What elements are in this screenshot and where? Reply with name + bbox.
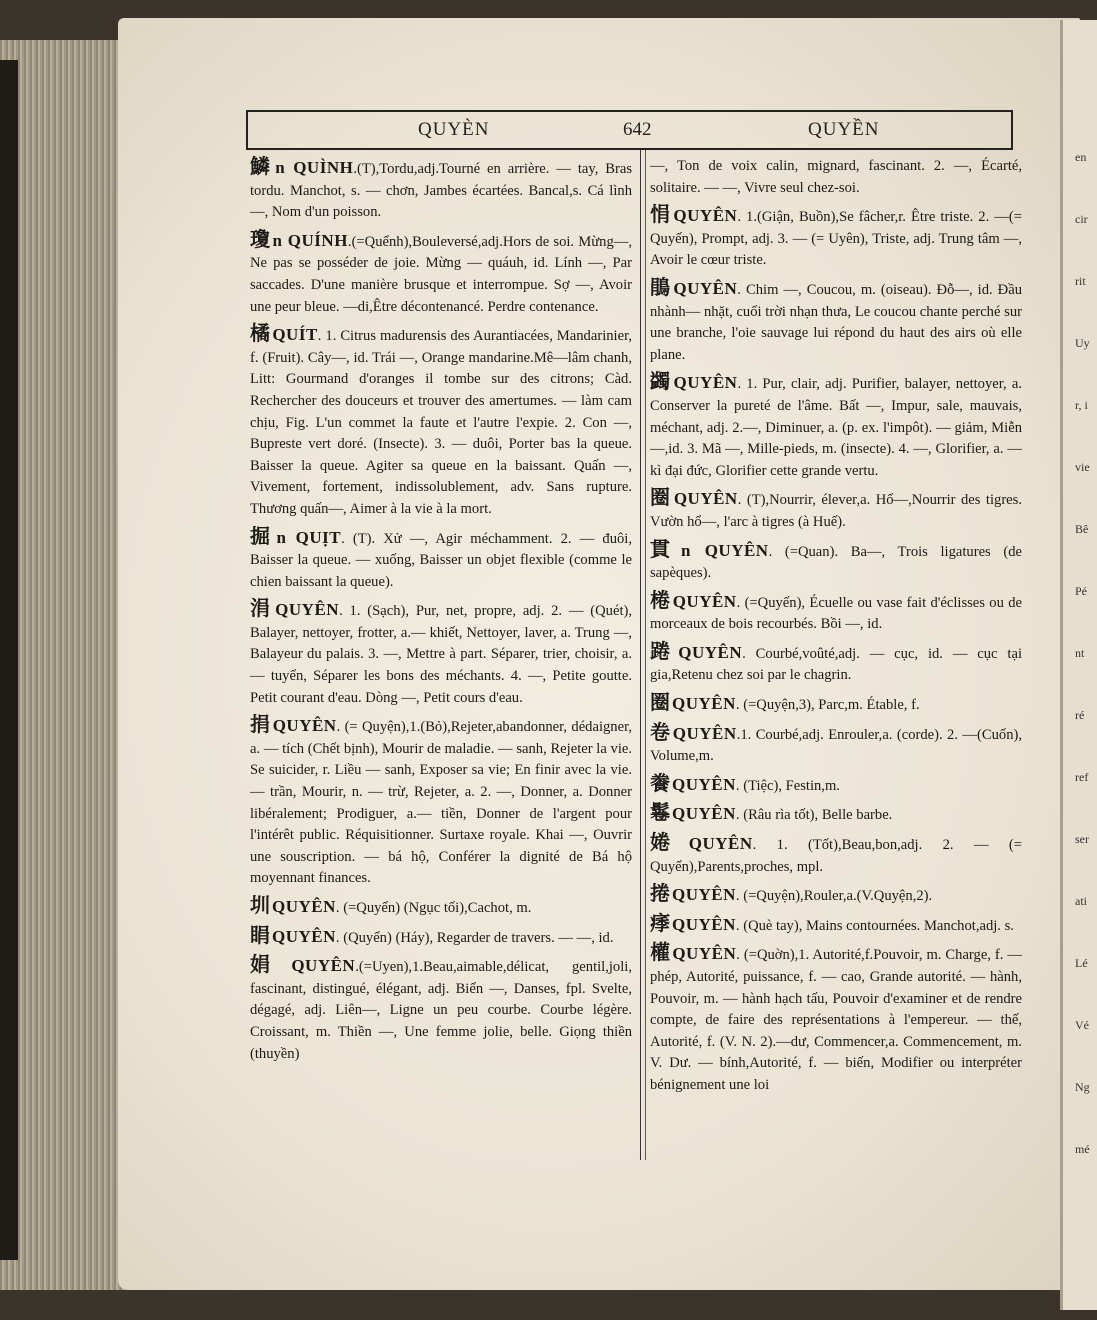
entry-character: 睊 (250, 922, 270, 947)
entry-headword: QUYÊN (291, 956, 356, 976)
dictionary-entry (650, 638, 1022, 687)
next-page-text-fragment: en (1075, 150, 1087, 164)
entry-character: 娟 (250, 952, 290, 977)
dictionary-entry (650, 536, 1023, 585)
entry-character: 婘 (650, 830, 687, 855)
column-divider (640, 150, 641, 1160)
entry-definition: . (= Quyện),1.(Bỏ),Rejeter,abandonner, dédaigner, a. — tích (Chết bịnh), Mourir de maladie. — sanh, Rejeter la vie. Se suicider, r. Liều — sanh, Exposer sa vie; En finir avec la vie. — trần, Mourir, n. — trừ, Rejeter, a. 2. —, Donner, a. Donner libéralement; Prodiguer, a.— tiền, Donner de l'argent pour l'intérêt public. Réquisitionner. Surtaxe royale. Khai —, Ouvrir une souscription. — bá hộ, Conférer la dignité de Bá hộ moyennant finances. (250, 719, 632, 887)
dictionary-entry (250, 156, 632, 224)
next-page-text-fragment: Lé (1075, 956, 1088, 970)
entry-definition: . Courbé,voûté,adj. — cục, id. — cục tại gia,Retenu chez soi par le chagrin. (650, 645, 1022, 684)
right-column (650, 156, 1022, 1102)
entry-definition: . (=Quan). Ba—, Trois ligatures (de sapèques). (650, 543, 1023, 582)
dictionary-entry (250, 598, 632, 709)
entry-headword: n QUỊT (276, 527, 342, 547)
dictionary-entry (650, 487, 1022, 533)
entry-definition: . (=Quyển) (Ngục tối),Cachot, m. (335, 900, 532, 916)
entry-definition: . (Quyển) (Háy), Regarder de travers. — —, id. (335, 929, 614, 946)
dictionary-entry (650, 883, 1022, 908)
entry-definition: —, Ton de voix calin, mignard, fascinant. 2. —, Écarté, solitaire. — —, Vivre seul chez-soi. (650, 158, 1022, 196)
entry-headword: QUÍT (272, 325, 318, 345)
entry-headword: QUYÊN (672, 723, 737, 743)
book-page-edges (0, 40, 125, 1290)
book-spine (0, 60, 18, 1260)
entry-definition: .(=Uyen),1.Beau,aimable,délicat, gentil,joli, fascinant, distingué, élégant, adj. Biển —, Danses, fpl. Svelte, dégagé, adj. Liên—, Ligne un peu courbe. Courbe légère. Croissant, m. Thiền —, Une femme jolie, belle. Giọng thiền (thuyền) (250, 959, 632, 1062)
next-page-text-fragment: Vé (1075, 1018, 1089, 1032)
dictionary-entry (650, 802, 1022, 827)
entry-headword: QUYÊN (673, 489, 738, 509)
dictionary-entry (650, 719, 1023, 768)
next-page-text-fragment: nt (1075, 646, 1085, 660)
dictionary-entry (650, 156, 1022, 199)
entry-character: 涓 (250, 596, 274, 621)
dictionary-entry (650, 770, 1022, 798)
entry-character: 痵 (650, 910, 670, 935)
entry-definition: . Chim —, Coucou, m. (oiseau). Đỗ—, id. Đầu nhành— nhặt, cuối trời nhạn thưa, Le coucou chante perché sur une branche, l'oie sauvage lui répond du haut des airs où elle plane. (650, 281, 1022, 363)
entry-definition: . 1. (Tốt),Beau,bon,adj. 2. — (= Quyến),Parents,proches, mpl. (650, 837, 1023, 875)
entry-headword: n QUYÊN (681, 540, 769, 560)
entry-headword: QUYÊN (672, 914, 736, 934)
entry-definition: . 1. Pur, clair, adj. Purifier, balayer, nettoyer, a. Conserver la pureté de l'âme. Bất —, Impur, sale, mauvais, méchant, adj. 2.—, Diminuer, a. (p. ex. l'impôt). — giảm, Miễn—,id. 3. Mã —, Mille-pieds, m. (insecte). 4. —, Glorifier, a. — kì đại đức, Glorifier cette grande vertu. (650, 376, 1022, 479)
entry-definition: . (T). Xử —, Agir méchamment. 2. — đuôi, Baisser la queue. — xuống, Baisser un objet flexible (comme le chien baissant la queue). (250, 530, 632, 590)
entry-character: 蠲 (650, 369, 672, 394)
entry-character: 鵑 (650, 274, 672, 299)
entry-character: 瓊 (250, 226, 271, 251)
entry-character: 悁 (650, 202, 672, 227)
entry-character: 貫 (650, 536, 679, 561)
entry-character: 權 (650, 940, 671, 965)
entry-character: 鬈 (650, 800, 670, 825)
dictionary-entry (650, 942, 1022, 1096)
dictionary-entry (650, 910, 1022, 938)
entry-character: 掘 (250, 523, 275, 548)
entry-character: 橘 (250, 321, 271, 346)
dictionary-entry (250, 523, 632, 594)
next-page-edge (1060, 20, 1097, 1310)
left-column (250, 156, 632, 1070)
entry-headword: QUYÊN (275, 600, 340, 620)
entry-character: 卷 (650, 719, 671, 744)
entry-character: 棬 (650, 587, 671, 612)
entry-definition: .(=Quểnh),Bouleversé,adj.Hors de soi. Mừng—, Ne pas se posséder de joie. Mừng — quáuh, id. Lính —, Par saccades. D'une manière brusque et interrompue. Sợ —, Avoir une peur bleue. —di,Être décontenancé. Perdre contenance. (250, 233, 632, 315)
dictionary-entry (650, 371, 1022, 482)
entry-character: 圈 (650, 485, 672, 510)
entry-character: 捐 (250, 712, 271, 737)
entry-definition: .(T),Tordu,adj.Tourné en arrière. — tay, Bras tordu. Manchot, s. — chơn, Jambes écartées. Bancal,s. Cá lình —, Nom d'un poisson. (250, 161, 632, 221)
next-page-text-fragment: r, i (1075, 398, 1088, 412)
entry-headword: n QUÌNH (275, 158, 354, 177)
entry-definition: . (=Quyện,3), Parc,m. Étable, f. (735, 697, 920, 714)
dictionary-entry (650, 274, 1022, 366)
dictionary-entry (250, 954, 632, 1065)
dictionary-entry (250, 922, 632, 950)
entry-headword: QUYÊN (678, 642, 743, 662)
next-page-text-fragment: ser (1075, 832, 1089, 846)
entry-headword: QUYÊN (672, 944, 737, 964)
entry-headword: QUYÊN (272, 926, 336, 946)
entry-definition: . (Râu rìa tốt), Belle barbe. (735, 807, 893, 824)
next-page-text-fragment: Bê (1075, 522, 1089, 536)
entry-headword: n QUÍNH (272, 230, 348, 250)
entry-headword: QUYÊN (672, 885, 736, 905)
dictionary-entry (250, 895, 632, 920)
entry-character: 圳 (250, 893, 270, 917)
next-page-text-fragment: ré (1075, 708, 1085, 722)
next-page-text-fragment: Uy (1075, 336, 1090, 350)
next-page-text-fragment: vie (1075, 460, 1090, 474)
entry-headword: QUYÊN (673, 278, 738, 298)
entry-definition: . (=Quờn),1. Autorité,f.Pouvoir, m. Charge, f. — phép, Autorité, puissance, f. — cao, Grande autorité. — hành, Pouvoir, m. — hành hạch tấu, Pouvoir d'examiner et de rendre compte, de faire des représentations à l'empereur. — thế, Autorité, f. (V. N. 2).—dư, Commencer,a. Commencement, m. V. Dư. — bính,Autorité, f. — biến, Modifier ou interpréter bénignement une loi (650, 947, 1022, 1093)
next-page-text-fragment: mé (1075, 1142, 1090, 1156)
page-number: 642 (623, 119, 652, 140)
entry-headword: QUYÊN (672, 591, 737, 611)
entry-headword: QUYÊN (672, 694, 736, 714)
dictionary-entry (650, 692, 1022, 717)
entry-definition: . 1. (Sạch), Pur, net, propre, adj. 2. — (Quét), Balayer, nettoyer, frotter, a.— khiết, Nettoyer, laver, a. Trung —, Balayeur du palais. 3. —, Mettre à part. Séparer, trier, choisir, a. — tuyển, Séparer les bons des méchants. 4. —, Petite goutte. Petit courant d'eau. Dòng —, Petit cours d'eau. (250, 603, 633, 706)
header-right-word: QUYỀN (808, 119, 880, 140)
entry-character: 踡 (650, 638, 677, 663)
next-page-text-fragment: cir (1075, 212, 1088, 226)
next-page-text-fragment: rit (1075, 274, 1086, 288)
entry-headword: QUYÊN (688, 834, 753, 854)
entry-character: 捲 (650, 881, 670, 906)
dictionary-entry (250, 226, 632, 318)
entry-definition: . 1. Citrus madurensis des Aurantiacées, Mandarinier, f. (Fruit). Cây—, id. Trái —, Orange mandarine.Mê—lâm chanh, Litt: Gourmand d'oranges il tombe sur des citrons; Càd. Rechercher des douceurs et trouver des amertumes. — làm cam chịu, Fig. L'un commet la faute et l'autre l'expie. 2. Con —, Bupreste vert doré. (Insecte). 3. — duôi, Porter bas la queue. Baisser la queue. Agiter sa queue en la baissant. Quấn —, Vivement, fortement, indissolublement, adv. Sans rupture. Thương quấn—, Aimer à la vie à la mort. (250, 328, 633, 517)
dictionary-entry (650, 587, 1022, 636)
entry-headword: QUYÊN (673, 206, 738, 226)
entry-definition: . 1.(Giận, Buồn),Se fâcher,r. Être triste. 2. —(= Quyến), Prompt, adj. 3. — (= Uyên), Triste, adj. Trung tâm —, Avoir le cœur triste. (650, 209, 1022, 269)
header-left-word: QUYÈN (418, 119, 490, 140)
column-divider-inner (645, 150, 646, 1160)
page-header (246, 110, 1013, 150)
entry-definition: . (Tiệc), Festin,m. (735, 777, 840, 794)
next-page-text-fragment: ref (1075, 770, 1089, 784)
dictionary-entry (250, 714, 632, 890)
entry-definition: .1. Courbé,adj. Enrouler,a. (corde). 2. —(Cuốn), Volume,m. (650, 726, 1023, 765)
entry-headword: QUYÊN (272, 897, 336, 916)
entry-headword: QUYÊN (672, 774, 736, 794)
next-page-text-fragment: Pé (1075, 584, 1087, 598)
dictionary-entry (650, 204, 1022, 272)
entry-definition: . (Què tay), Mains contournées. Manchot,adj. s. (735, 917, 1014, 934)
entry-headword: QUYÊN (272, 716, 337, 736)
entry-definition: . (T),Nourrir, élever,a. Hổ—,Nourrir des tigres. Vườn hổ—, l'arc à tigres (à Huế). (650, 492, 1022, 530)
dictionary-entry (250, 323, 632, 520)
entry-headword: QUYÊN (673, 373, 738, 393)
entry-definition: . (=Quyến), Écuelle ou vase fait d'éclisses ou de morceaux de bois recourbés. Bồi —, id. (650, 594, 1022, 633)
next-page-text-fragment: Ng (1075, 1080, 1090, 1094)
entry-character: 鱗 (250, 154, 274, 178)
dictionary-entry (650, 832, 1022, 878)
entry-character: 圈 (650, 690, 670, 715)
entry-character: 餋 (650, 770, 670, 795)
entry-definition: . (=Quyện),Rouler,a.(V.Quyện,2). (735, 888, 933, 905)
entry-headword: QUYÊN (672, 804, 736, 824)
next-page-text-fragment: ati (1075, 894, 1087, 908)
